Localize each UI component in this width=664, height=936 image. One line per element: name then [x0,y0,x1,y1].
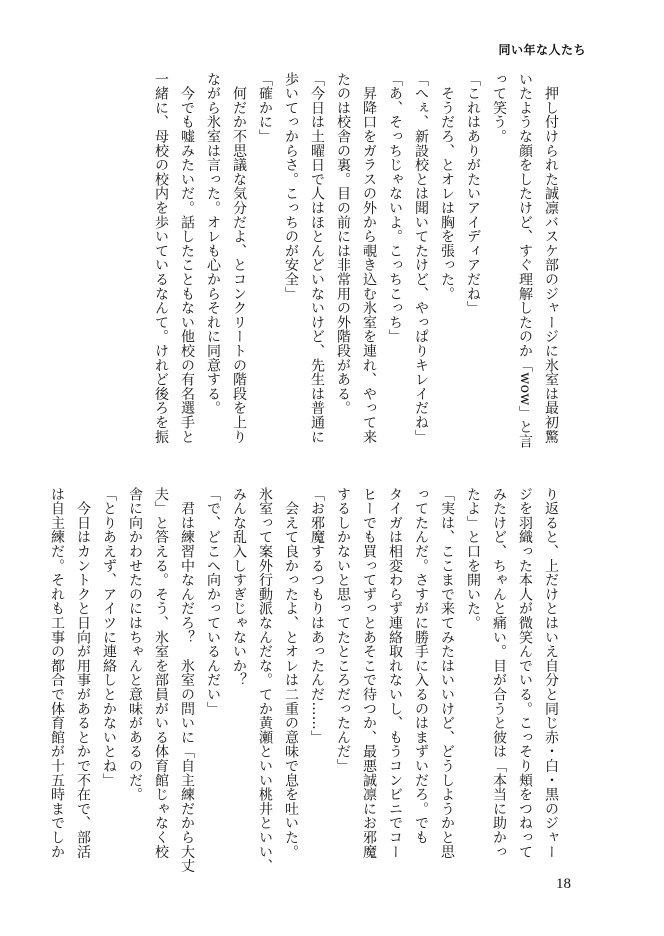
text-line: 「これはありがたいアイディアだね」 [465,72,481,316]
text-line: たよ」と口を開いた。 [465,487,481,630]
text-line: 今でも嘘みたいだ。話したこともない他校の有名選手と [179,72,195,444]
text-line: 君は練習中なんだろ？ 氷室の問いに「自主練だから大丈 [179,487,195,874]
text-line: みたけど、ちゃんと痛い。目が合うと彼は「本当に助かっ [491,487,507,859]
text-line: タイガは相変わらず連絡取れないし、もうコンビニでコー [387,487,403,859]
text-line: 今日はカントクと日向が用事があるとかで不在で、部活 [75,487,91,859]
text-line: 「実は、ここまで来てみたはいいけど、どうしようかと思 [439,487,455,859]
text-block-bottom [49,487,564,883]
page-number: 18 [556,876,571,892]
text-line: 「お邪魔するつもりはあったんだ……」 [309,487,325,745]
text-line: ヒーでも買ってずっとあそこで待つか、最悪誠凛にお邪魔 [361,487,377,859]
text-line: ながら氷室は言った。オレも心からそれに同意する。 [205,72,221,416]
text-line: ってたんだ。さすがに勝手に入るのはまずいだろ。でも [413,487,429,845]
text-line: いたような顔をしたけど、すぐ理解したのか「wow」と言 [517,72,533,449]
running-head-title: 同い年な人たち [498,43,586,57]
text-line: 何だか不思議な気分だよ、とコンクリートの階段を上り [231,72,247,444]
text-line: 舎に向かわせたのにはちゃんと意味があるのだ。 [127,487,143,802]
text-line: ジを羽織った本人が微笑んでいる。こっそり頬をつねって [517,487,533,859]
text-line: り返ると、上だけとはいえ自分と同じ赤・白・黒のジャー [543,487,559,859]
text-line: 「あ、そっちじゃないよ。こっちこっち」 [387,72,403,344]
text-line: たのは校舎の裏。目の前には非常用の外階段がある。 [335,72,351,416]
text-line: 歩いてっからさ。こっちのが安全」 [283,72,299,301]
text-line: みんな乱入しすぎじゃないか？ [231,487,247,688]
text-line: そうだろ、とオレは胸を張った。 [439,72,455,301]
text-line: 「とりあえず、アイツに連絡しとかないとね」 [101,487,117,788]
text-line: 氷室って案外行動派なんだな。てか黄瀬といい桃井といい、 [257,487,273,874]
text-line: するしかないと思ってたところだったんだ」 [335,487,351,773]
text-line: 「今日は土曜日で人はほとんどいないけど、先生は普通に [309,72,325,444]
text-line: 「へぇ、新設校とは聞いてたけど、やっぱりキレイだね」 [413,72,429,444]
text-block-top [134,72,564,468]
text-line: 昇降口をガラスの外から覗き込む氷室を連れ、やって来 [361,72,377,444]
text-line: 押し付けられた誠凛バスケ部のジャージに氷室は最初驚 [543,72,559,444]
text-line: は自主練だ。それも工事の都合で体育館が十五時までしか [49,487,65,859]
text-line: 夫」と答える。そう、氷室を部員がいる体育館じゃなく校 [153,487,169,859]
text-line: 「確かに」 [257,72,273,144]
text-line: って笑う。 [491,72,507,144]
text-line: 一緒に、母校の校内を歩いているなんて。けれど後ろを振 [153,72,169,444]
text-line: 「で、どこへ向かっているんだい」 [205,487,221,716]
text-line: 会えて良かったよ、とオレは二重の意味で息を吐いた。 [283,487,299,859]
